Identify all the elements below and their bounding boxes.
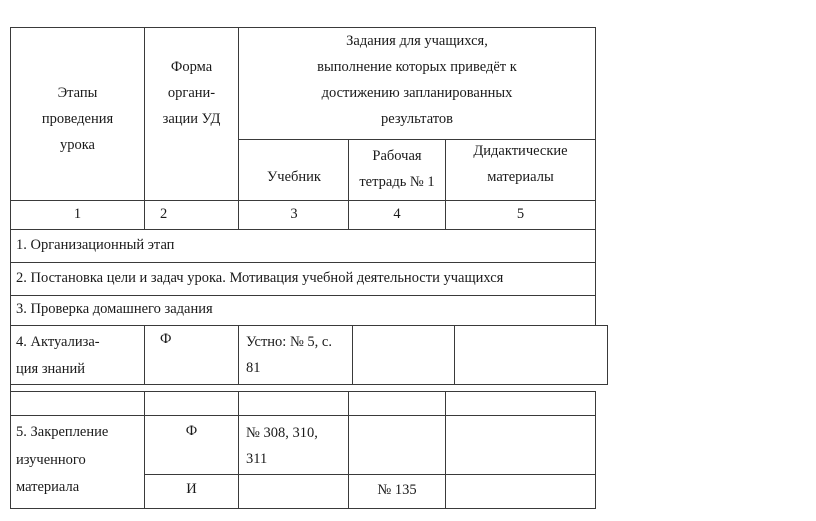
row5-textbook-line-1: № 308, 310, (246, 425, 318, 441)
table-border-right (595, 27, 596, 325)
numbers-row-line (10, 229, 596, 230)
header-tasks-line-4: результатов (380, 111, 453, 127)
header-workbook-line-1: Рабочая (372, 148, 422, 164)
column-number-5: 5 (516, 206, 525, 222)
row5-stage-line-3: материала (16, 479, 80, 495)
row4-textbook-line-2: 81 (246, 360, 261, 376)
header-form-line-3: зации УД (162, 111, 221, 127)
table-border-bottom (10, 508, 596, 509)
column-number-4: 4 (393, 206, 401, 222)
row4-bottom-line (10, 384, 608, 385)
row5-form-individual: И (186, 481, 197, 497)
column-number-2: 2 (160, 206, 168, 222)
section-line (10, 262, 596, 263)
header-stages-line-2: проведения (41, 111, 114, 127)
header-tasks-line-3: достижению запланированных (321, 85, 513, 101)
column-number-1: 1 (73, 206, 82, 222)
empty-row-bottom-line (10, 415, 596, 416)
section-goal-setting: 2. Постановка цели и задач урока. Мотивация учебной деятельности учащихся (16, 270, 504, 286)
row5-workbook: № 135 (377, 482, 417, 498)
row4-textbook-line-1: Устно: № 5, с. (246, 334, 332, 350)
row4-right-edge (607, 325, 608, 385)
section-organizational: 1. Организационный этап (16, 237, 175, 253)
row4-stage-line-1: 4. Актуализа- (16, 334, 100, 350)
header-workbook-line-2: тетрадь № 1 (359, 174, 435, 190)
col-divider (144, 325, 145, 385)
header-stages-line-3: урока (59, 137, 95, 153)
header-form-line-1: Форма (170, 59, 213, 75)
col-divider (238, 391, 239, 508)
header-form-line-2: органи- (167, 85, 216, 101)
col-divider (454, 325, 455, 385)
column-number-3: 3 (290, 206, 298, 222)
col-divider (445, 391, 446, 508)
row4-top-line (10, 325, 608, 326)
row4-form: Ф (160, 331, 172, 347)
row5-textbook-line-2: 311 (246, 451, 268, 467)
section-homework-check: 3. Проверка домашнего задания (16, 301, 213, 317)
col-divider (238, 325, 239, 385)
header-didactic-line-2: материалы (487, 169, 554, 185)
table-border-right (595, 391, 596, 508)
row4-stage-line-2: ция знаний (16, 361, 86, 377)
header-tasks-line-2: выполнение которых приведёт к (317, 59, 517, 75)
col-divider (352, 325, 353, 385)
row5-form-frontal: Ф (185, 423, 198, 439)
row5-stage-line-2: изученного (16, 452, 86, 468)
row5-stage-line-1: 5. Закрепление (16, 424, 109, 440)
empty-row-top-line (10, 391, 596, 392)
header-tasks-line-1: Задания для учащихся, (346, 33, 488, 49)
header-stages-line-1: Этапы (57, 85, 98, 101)
row5-divider (144, 474, 596, 475)
header-textbook: Учебник (267, 169, 321, 185)
header-didactic-line-1: Дидактические (473, 143, 568, 159)
